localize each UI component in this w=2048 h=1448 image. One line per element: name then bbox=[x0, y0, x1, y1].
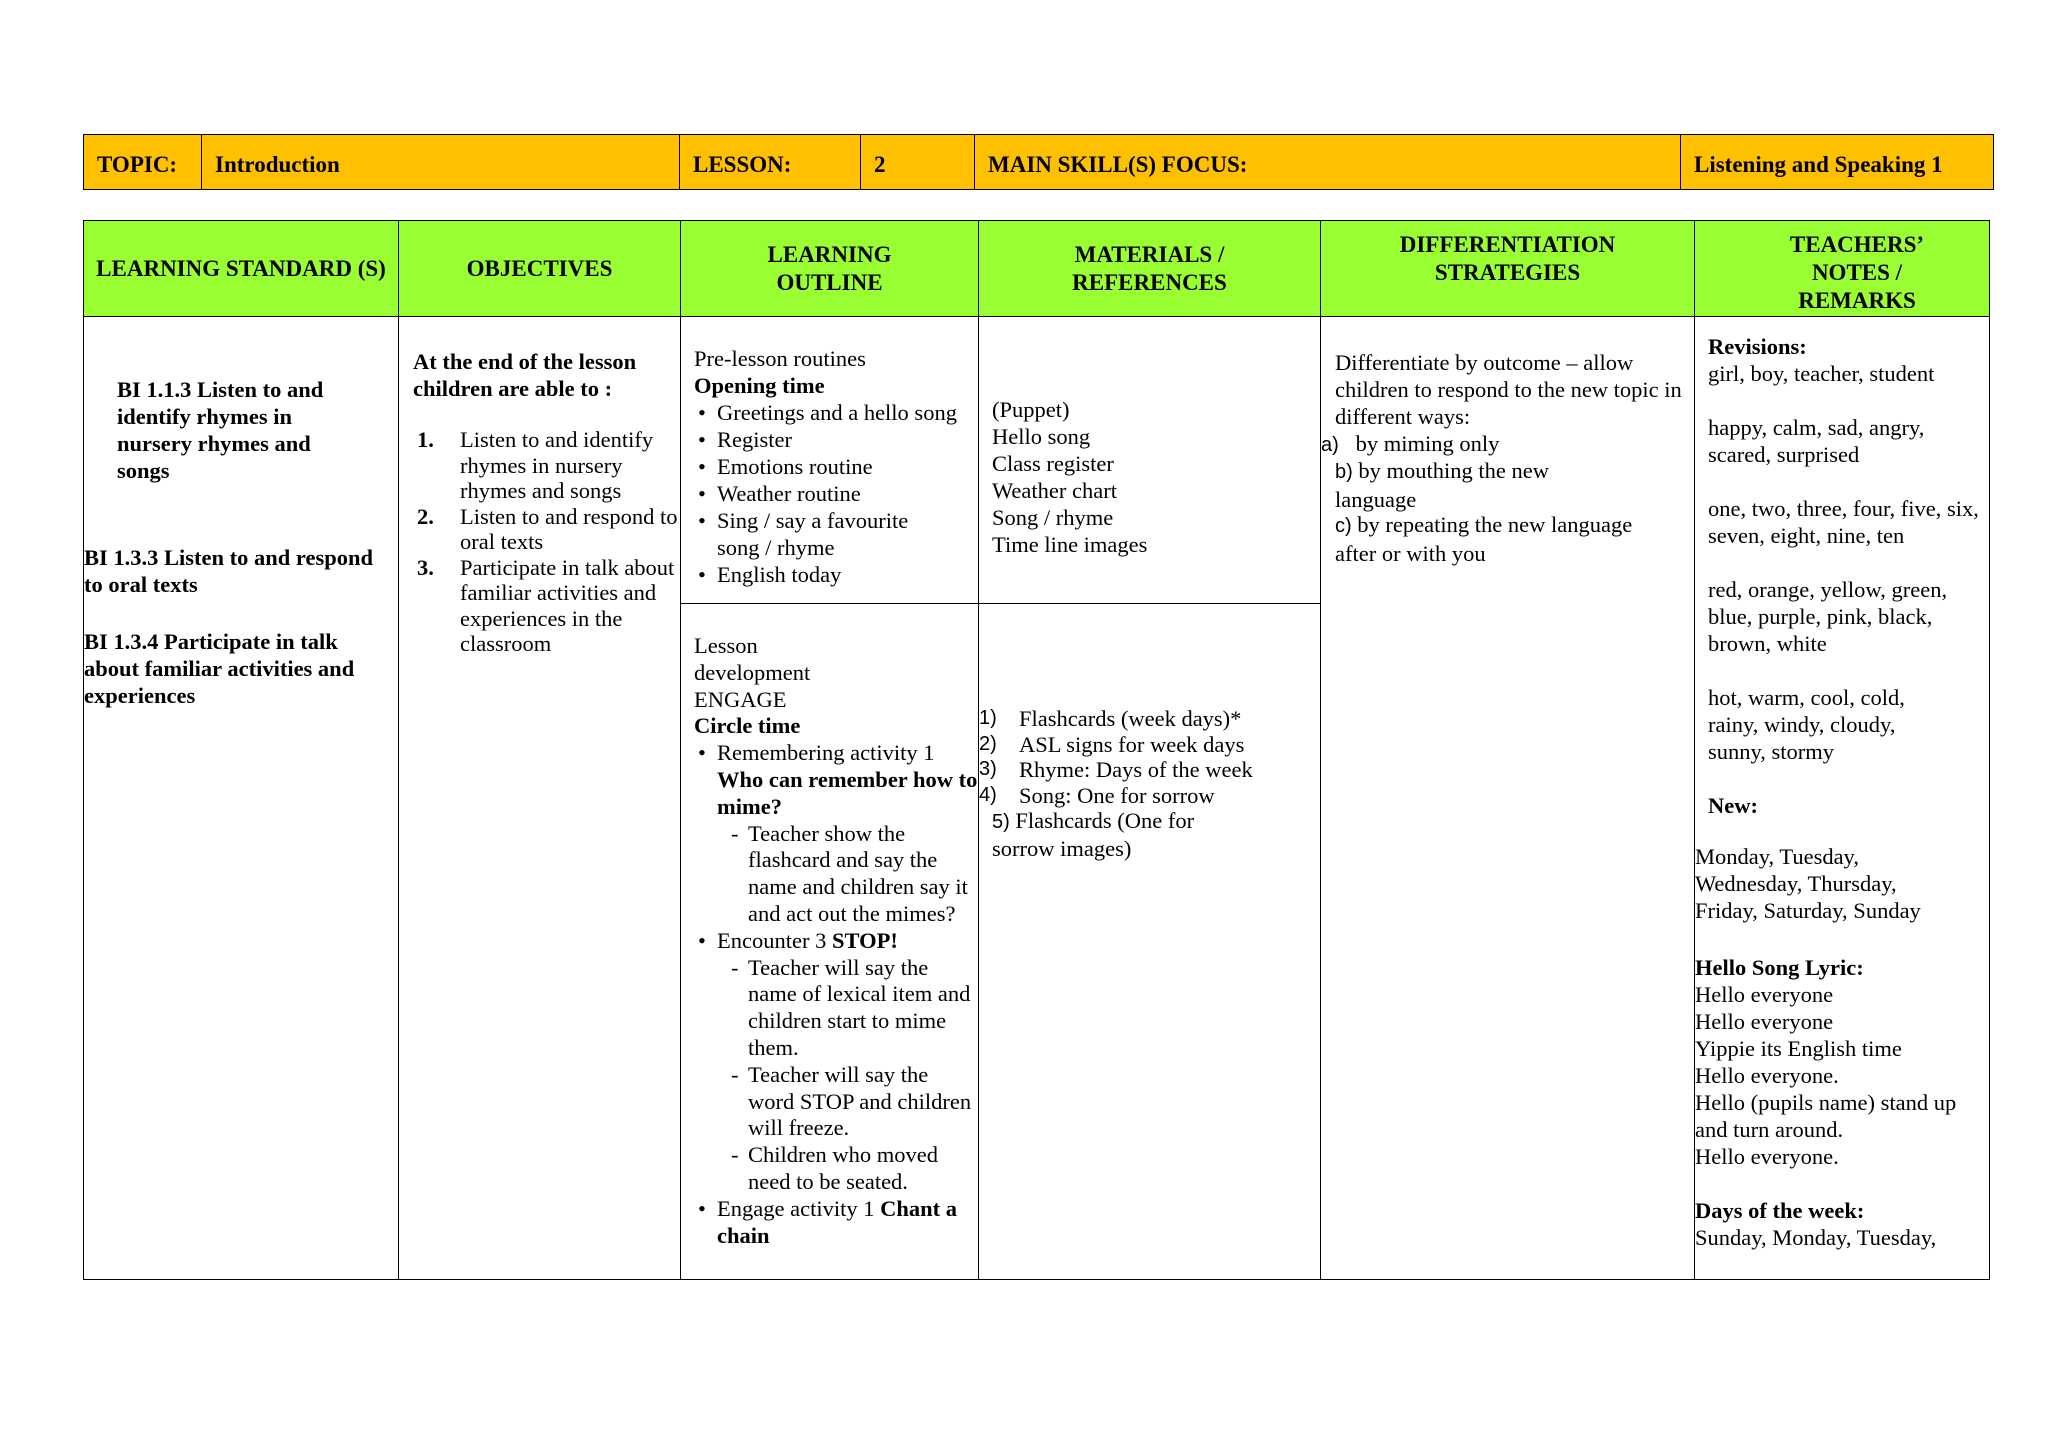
development-label: development bbox=[694, 659, 811, 685]
lyric-line: Hello everyone bbox=[1695, 1009, 1834, 1034]
standard-1-3-3: BI 1.3.3 Listen to and respond to oral texts bbox=[84, 545, 374, 597]
revision-item: red, orange, yellow, green, blue, purple, pink, black, brown, white bbox=[1708, 577, 1948, 656]
teachers-notes-header: TEACHERS’ NOTES / REMARKS bbox=[1695, 221, 1989, 317]
hello-song-heading: Hello Song Lyric: bbox=[1695, 955, 1864, 980]
material-item: Hello song bbox=[992, 424, 1091, 449]
objectives-column bbox=[398, 221, 680, 1279]
lesson-value: 2 bbox=[861, 135, 975, 189]
differentiation-option-a: a) by miming only bbox=[1321, 431, 1500, 456]
material-item: 3) Rhyme: Days of the week bbox=[979, 757, 1253, 783]
days-heading: Days of the week: bbox=[1695, 1198, 1865, 1223]
material-item: Weather chart bbox=[992, 478, 1117, 503]
material-item: Class register bbox=[992, 451, 1114, 476]
new-heading: New: bbox=[1708, 793, 1758, 818]
topic-label: TOPIC: bbox=[84, 135, 202, 189]
revision-item: one, two, three, four, five, six, seven, eight, nine, ten bbox=[1708, 496, 1979, 548]
skill-focus-value: Listening and Speaking 1 bbox=[1694, 152, 1943, 177]
skill-focus-label: MAIN SKILL(S) FOCUS: bbox=[975, 135, 1681, 189]
differentiation-header: DIFFERENTIATION STRATEGIES bbox=[1321, 221, 1694, 317]
materials-development bbox=[979, 706, 1314, 862]
revision-item: hot, warm, cool, cold, rainy, windy, cloudy, sunny, stormy bbox=[1708, 685, 1905, 764]
opening-bullet: • Weather routine bbox=[694, 480, 979, 507]
materials-column bbox=[978, 221, 1320, 1279]
differentiation-intro: Differentiate by outcome – allow children to respond to the new topic in different ways: bbox=[1335, 350, 1682, 429]
outline-divider bbox=[681, 603, 979, 604]
learning-standard-column bbox=[84, 221, 398, 1279]
learning-outline-header: LEARNING OUTLINE bbox=[681, 221, 978, 317]
revision-item: happy, calm, sad, angry, scared, surprised bbox=[1708, 415, 1925, 467]
material-item: 5) Flashcards (One for sorrow images) bbox=[992, 808, 1195, 861]
revision-item: girl, boy, teacher, student bbox=[1708, 361, 1935, 386]
lyric-line: Hello everyone. bbox=[1695, 1144, 1839, 1169]
material-item: 4) Song: One for sorrow bbox=[979, 782, 1215, 808]
opening-bullet: • Register bbox=[694, 426, 979, 453]
topic-value: Introduction bbox=[202, 135, 680, 189]
lyric-line: Hello everyone bbox=[1695, 982, 1834, 1007]
objectives-intro: At the end of the lesson children are able to : bbox=[413, 349, 637, 401]
lesson-info-bar bbox=[83, 134, 1994, 190]
material-item: Time line images bbox=[992, 532, 1148, 557]
new-words: Monday, Tuesday, Wednesday, Thursday, Friday, Saturday, Sunday bbox=[1695, 844, 1921, 923]
teachers-notes-column bbox=[1694, 221, 1989, 1279]
materials-divider bbox=[979, 603, 1321, 604]
material-item: (Puppet) bbox=[992, 397, 1070, 422]
differentiation-column bbox=[1320, 221, 1694, 1279]
opening-bullet: • Greetings and a hello song bbox=[694, 399, 979, 426]
lesson-plan-table bbox=[83, 220, 1990, 1280]
standard-1-3-4: BI 1.3.4 Participate in talk about familiar activities and experiences bbox=[84, 629, 355, 708]
outline-pre-lesson bbox=[694, 345, 979, 588]
differentiation-option-b: b) by mouthing the new language bbox=[1335, 458, 1550, 512]
opening-bullet: • Emotions routine bbox=[694, 453, 979, 480]
hello-song-block bbox=[1695, 954, 1990, 1251]
lyric-line: Hello everyone. bbox=[1695, 1063, 1839, 1088]
days-text: Sunday, Monday, Tuesday, bbox=[1695, 1225, 1937, 1250]
materials-pre-lesson bbox=[992, 396, 1312, 558]
encounter-step: - Children who moved need to be seated. bbox=[717, 1142, 979, 1196]
lesson-label: LESSON: bbox=[680, 135, 861, 189]
encounter-step: - Teacher will say the word STOP and children will freeze. bbox=[717, 1062, 979, 1142]
remember-step: - Teacher show the flashcard and say the name and children say it and act out the mimes? bbox=[717, 821, 979, 928]
opening-bullet: • English today bbox=[694, 561, 979, 588]
lyric-line: Hello (pupils name) stand up and turn around. bbox=[1695, 1090, 1957, 1142]
objectives-list bbox=[413, 427, 679, 657]
differentiation-option-c: c) by repeating the new language after or with you bbox=[1335, 512, 1633, 566]
standard-1-1-3: BI 1.1.3 Listen to and identify rhymes in nursery rhymes and songs bbox=[117, 377, 324, 483]
material-item: Song / rhyme bbox=[992, 505, 1114, 530]
learning-outline-column bbox=[680, 221, 978, 1279]
opening-time: Opening time bbox=[694, 373, 825, 398]
pre-lesson-routines: Pre-lesson routines bbox=[694, 346, 866, 371]
material-item: 2) ASL signs for week days bbox=[979, 731, 1245, 757]
engage-activity: • Engage activity 1 Chant a chain bbox=[694, 1196, 979, 1250]
objective-item: 2. Listen to and respond to oral texts bbox=[417, 503, 678, 554]
objective-item: 1. Listen to and identify rhymes in nursery rhymes and songs bbox=[417, 427, 654, 503]
remembering-activity: • Remembering activity 1 Who can remember how to mime? - Teacher show the flashcard and say the name and children say it and act out the mimes? bbox=[694, 740, 979, 928]
material-item: 1) Flashcards (week days)* bbox=[979, 706, 1242, 731]
revisions-block bbox=[1708, 333, 1988, 819]
outline-development bbox=[694, 633, 979, 1249]
engage-label: ENGAGE bbox=[694, 686, 787, 712]
encounter-step: - Teacher will say the name of lexical item and children start to mime them. bbox=[717, 955, 979, 1062]
circle-time: Circle time bbox=[694, 713, 801, 739]
opening-bullet: • Sing / say a favourite song / rhyme bbox=[694, 507, 927, 561]
lesson-label: Lesson bbox=[694, 633, 758, 658]
objectives-header: OBJECTIVES bbox=[399, 221, 680, 317]
materials-header: MATERIALS / REFERENCES bbox=[979, 221, 1320, 317]
learning-standard-header: LEARNING STANDARD (S) bbox=[84, 221, 398, 317]
encounter-activity: • Encounter 3 STOP! - Teacher will say the name of lexical item and children start to mime them. - Teacher will say the word STOP and children will freeze. - Children who moved need to be seated. bbox=[694, 928, 979, 1196]
objective-item: 3. Participate in talk about familiar activities and experiences in the classroom bbox=[417, 554, 675, 656]
revisions-heading: Revisions: bbox=[1708, 334, 1807, 359]
lyric-line: Yippie its English time bbox=[1695, 1036, 1902, 1061]
